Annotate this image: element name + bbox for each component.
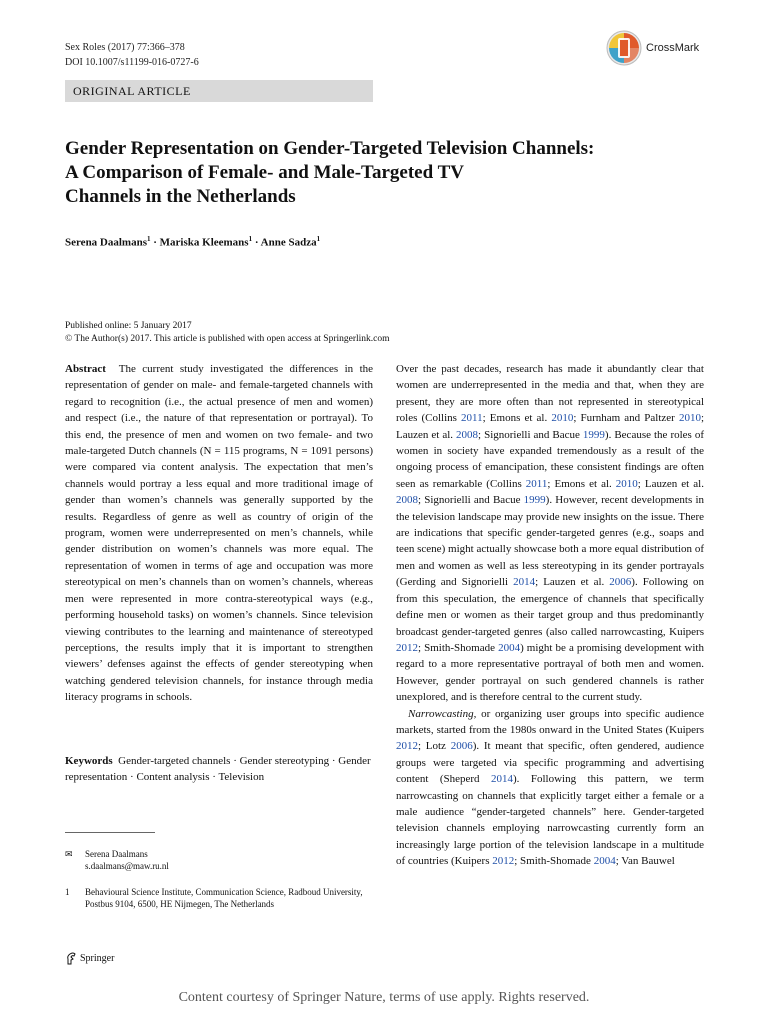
author-affiliation-mark: 1 bbox=[147, 235, 151, 243]
keywords-heading: Keywords bbox=[65, 755, 113, 767]
citation-link[interactable]: 2004 bbox=[498, 641, 521, 654]
citation-link[interactable]: 2004 bbox=[593, 855, 616, 868]
title-line-2: A Comparison of Female- and Male-Targeted TV bbox=[65, 162, 464, 183]
citation-link[interactable]: 2011 bbox=[461, 412, 483, 425]
citation-link[interactable]: 2008 bbox=[456, 428, 479, 441]
author-name[interactable]: Anne Sadza bbox=[260, 236, 317, 249]
citation-link[interactable]: 2011 bbox=[525, 477, 548, 490]
citation-link[interactable]: 2012 bbox=[396, 740, 418, 753]
publisher-name: Springer bbox=[80, 953, 115, 964]
citation-link[interactable]: 2006 bbox=[450, 740, 473, 753]
body-text bbox=[396, 361, 704, 870]
copyright-line: © The Author(s) 2017. This article is published with open access at Springerlink.com bbox=[65, 334, 390, 344]
crossmark-badge[interactable] bbox=[606, 30, 699, 66]
citation-link[interactable]: 2008 bbox=[396, 494, 418, 507]
affiliation-text: Behavioural Science Institute, Communication Science, Radboud University, Postbus 9104, 6500, HE Nijmegen, The Netherlands bbox=[85, 887, 363, 909]
author-separator: · bbox=[150, 236, 160, 249]
publisher-logo bbox=[65, 952, 114, 965]
keywords-section bbox=[65, 753, 373, 786]
contact-footnote bbox=[65, 848, 373, 872]
citation-link[interactable]: 2010 bbox=[678, 412, 701, 425]
affiliation-footnote bbox=[65, 886, 373, 910]
abstract-heading: Abstract bbox=[65, 363, 106, 375]
citation-link[interactable]: 2010 bbox=[551, 412, 574, 425]
contact-email[interactable]: s.daalmans@maw.ru.nl bbox=[85, 861, 169, 871]
citation-link[interactable]: 1999 bbox=[582, 428, 605, 441]
citation-link[interactable]: 2014 bbox=[513, 576, 536, 589]
author-name[interactable]: Serena Daalmans bbox=[65, 236, 147, 249]
affiliation-mark: 1 bbox=[65, 887, 70, 897]
published-date: Published online: 5 January 2017 bbox=[65, 321, 192, 331]
contact-name: Serena Daalmans bbox=[85, 849, 148, 859]
title-line-1: Gender Representation on Gender-Targeted Television Channels: bbox=[65, 138, 595, 159]
journal-citation: Sex Roles (2017) 77:366–378 bbox=[65, 42, 185, 53]
citation-link[interactable]: 1999 bbox=[523, 494, 546, 507]
author-name[interactable]: Mariska Kleemans bbox=[159, 236, 249, 249]
abstract-section bbox=[65, 361, 373, 706]
author-list bbox=[65, 235, 320, 249]
publication-info bbox=[65, 320, 390, 346]
body-paragraph-1: Over the past decades, research has made it abundantly clear that women are underrepresented in the media and that, when they are present, they are more often than not represented in stereotypical roles (Collins 2011; Emons et al. 2010; Furnham and Paltzer 2010; Lauzen et al. 2008; Signorielli and Bacue 1999). Because the roles of women in society have expanded tremendously as a result of the ongoing process of emancipation, these consistent findings are often seen as remarkable (Collins 2011; Emons et al. 2010; Lauzen et al. 2008; Signorielli and Bacue 1999). However, recent developments in the television landscape may provide new insights on the issue. There are indications that specific gender-targeted genres (e.g., soaps and teen scene) might actually showcase both a more equal distribution of men and women as well as less stereotyping in its gender portrayals (Gerding and Signorielli 2014; Lauzen et al. 2006). Following on from this speculation, the emergence of channels that specifically define men or women as their target group and thus predominantly broadcast gender-targeted genres (also called narrowcasting, Kuipers 2012; Smith-Shomade 2004) might be a promising development with regard to a more representative portrayal of both men and women. However, gender portrayal on such gendered channels is rather unexplored, and is therefore central to the current study. bbox=[396, 363, 704, 704]
article-title bbox=[65, 137, 725, 209]
author-affiliation-mark: 1 bbox=[248, 235, 253, 243]
abstract-text: The current study investigated the differences in the representation of gender on male- and female-targeted channels with regard to recognition (i.e., the actual presence of men and women) and respect (i.e., the nature of that representation or portrayal). To this end, the presence of men and women on two female- and two male-targeted Dutch channels (N = 115 programs, N = 1091 persons) were compared via content analysis. The expectation that men’s channels would portray a less equal and more traditional image of gender than women’s channels was generally supported by the results. Regardless of genre as well as country of origin of the program, women were underrepresented on men’s channels, while gender distribution on women’s channels was more equal. The representation of women in terms of age and occupation was more stereotypical on men’s channels than on women’s channels, whereas men were represented in more contra-stereotypical ways (e.g., performing household tasks) on women’s channels. Since television viewing contributes to the learning and maintenance of stereotyped perceptions, the results imply that it is important to strengthen viewers’ defenses against the effects of gender stereotyping when watching gendered television channels, for instance through media literacy programs in schools. bbox=[65, 363, 374, 704]
envelope-icon: ✉ bbox=[65, 849, 73, 859]
doi[interactable]: DOI 10.1007/s11199-016-0727-6 bbox=[65, 57, 199, 68]
citation-link[interactable]: 2012 bbox=[492, 855, 515, 868]
footnote-rule bbox=[65, 832, 155, 833]
crossmark-icon bbox=[606, 30, 642, 66]
citation-link[interactable]: 2010 bbox=[615, 477, 638, 490]
citation-link[interactable]: 2012 bbox=[396, 641, 418, 654]
footnotes bbox=[65, 848, 373, 910]
courtesy-notice: Content courtesy of Springer Nature, terms of use apply. Rights reserved. bbox=[178, 990, 590, 1005]
article-type-bar: ORIGINAL ARTICLE bbox=[65, 80, 373, 102]
author-affiliation-mark: 1 bbox=[316, 235, 321, 243]
author-separator: · bbox=[252, 236, 261, 249]
journal-header bbox=[65, 40, 199, 70]
keywords-text: Gender-targeted channels · Gender stereotyping · Gender representation · Content analysis · Television bbox=[65, 755, 371, 784]
citation-link[interactable]: 2014 bbox=[490, 773, 513, 786]
citation-link[interactable]: 2006 bbox=[609, 576, 632, 589]
title-line-3: Channels in the Netherlands bbox=[65, 186, 296, 207]
crossmark-label: CrossMark bbox=[646, 42, 700, 54]
body-paragraph-2: Narrowcasting, or organizing user groups into specific audience markets, started from the 1980s onward in the United States (Kuipers 2012; Lotz 2006). It meant that specific, often gendered, audience groups were targeted via specific programming and advertising content (Sheperd 2014). Following this pattern, we term narrowcasting on channels that explicitly target either a female or a male audience “gender-targeted channels” here. Gender-targeted television channels employing narrowcasting currently form an increasingly large portion of the television landscape in a multitude of countries (Kuipers 2012; Smith-Shomade 2004; Van Bauwel bbox=[396, 707, 705, 868]
springer-horse-icon bbox=[65, 952, 77, 965]
